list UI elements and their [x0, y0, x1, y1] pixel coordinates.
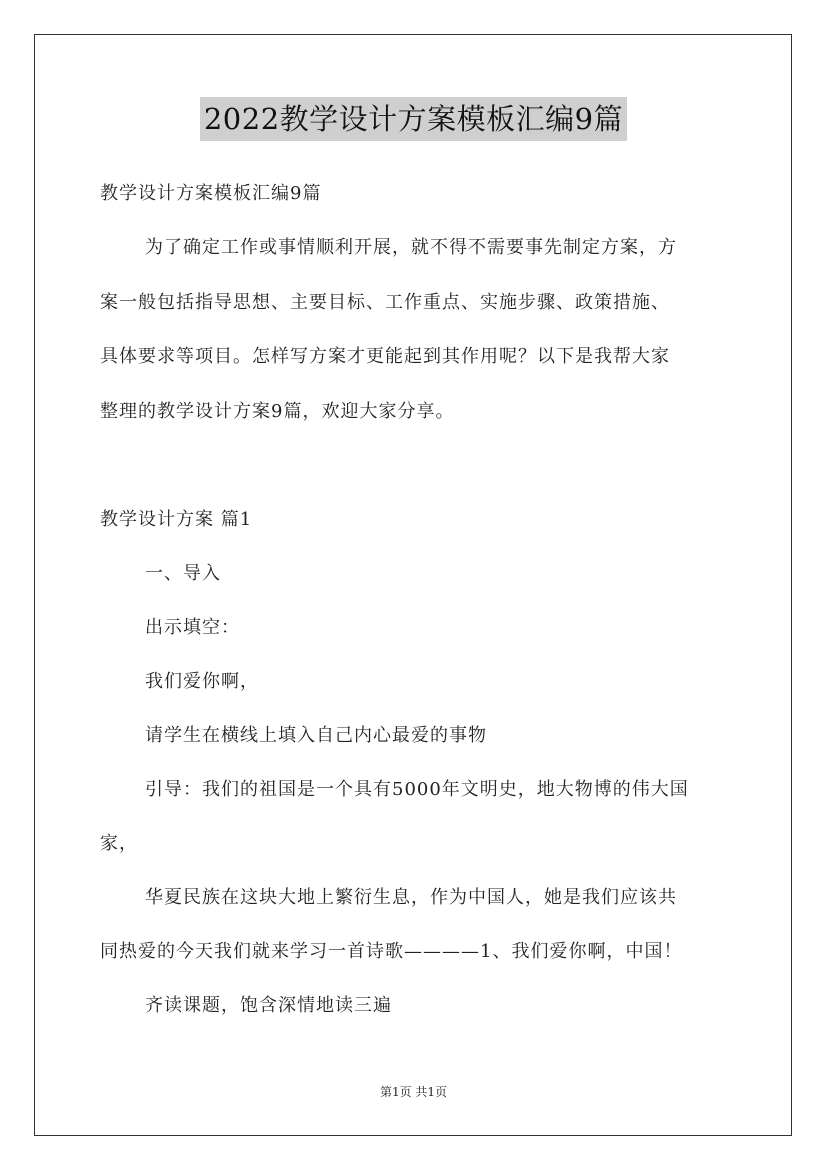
title-container: [0, 97, 827, 141]
paragraph-line: 家，: [100, 833, 138, 854]
paragraph-line: 齐读课题，饱含深情地读三遍: [145, 995, 392, 1016]
section-heading: 教学设计方案 篇1: [100, 509, 253, 530]
paragraph-line: 案一般包括指导思想、主要目标、工作重点、实施步骤、政策措施、: [100, 292, 670, 313]
document-title: 2022教学设计方案模板汇编9篇: [200, 97, 627, 141]
paragraph-line: 请学生在横线上填入自己内心最爱的事物: [145, 725, 487, 746]
paragraph-line: 同热爱的今天我们就来学习一首诗歌————1、我们爱你啊，中国！: [100, 941, 683, 962]
paragraph-line: 我们爱你啊，: [145, 671, 259, 692]
paragraph-line: 整理的教学设计方案9篇，欢迎大家分享。: [100, 401, 455, 422]
paragraph-line: 出示填空：: [145, 617, 240, 638]
paragraph-line: 一、导入: [145, 563, 221, 584]
subtitle-line: 教学设计方案模板汇编9篇: [100, 183, 322, 204]
paragraph-line: 具体要求等项目。怎样写方案才更能起到其作用呢？以下是我帮大家: [100, 346, 670, 367]
paragraph-line: 为了确定工作或事情顺利开展，就不得不需要事先制定方案，方: [145, 237, 677, 258]
paragraph-line: 引导：我们的祖国是一个具有5000年文明史，地大物博的伟大国: [145, 779, 689, 800]
paragraph-line: 华夏民族在这块大地上繁衍生息，作为中国人，她是我们应该共: [145, 887, 677, 908]
page-footer: 第1页 共1页: [379, 1085, 448, 1099]
